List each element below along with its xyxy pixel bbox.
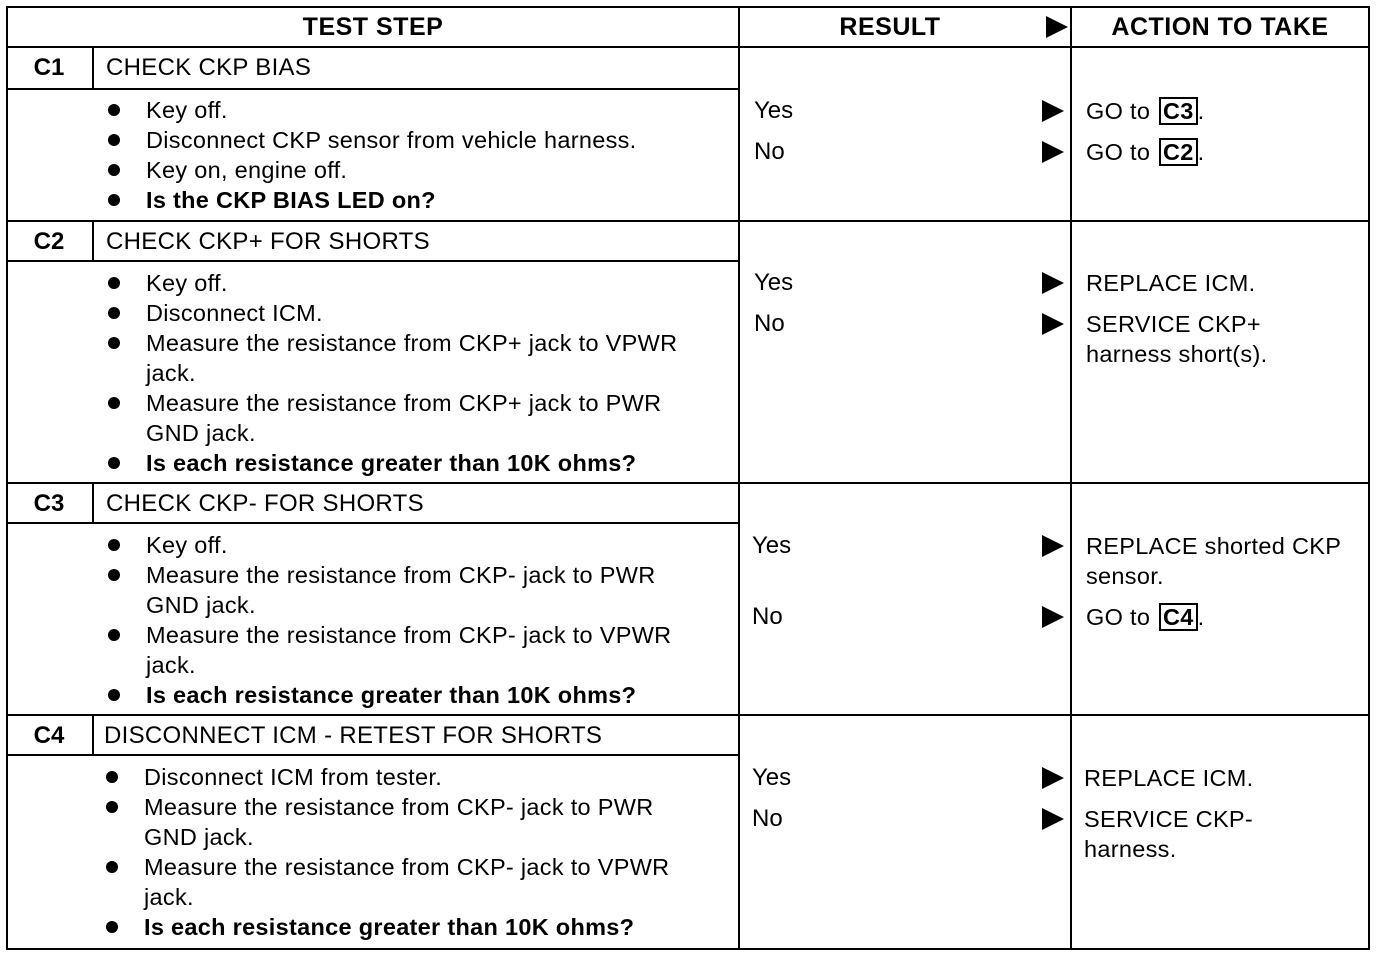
bullet-icon [106,771,118,783]
arrow-icon [1042,313,1064,335]
header-arrow-icon [1046,16,1068,38]
list-item: Disconnect CKP sensor from vehicle harness. [104,125,734,155]
divider [92,222,94,260]
step-bullets [102,762,702,942]
step-bullets [104,268,704,478]
arrow-icon [1042,606,1064,628]
step-bullets [104,530,704,710]
bullet-icon [108,194,120,206]
divider [6,88,738,90]
bullet-icon [106,861,118,873]
divider [738,6,740,950]
result-no: No [754,310,785,337]
step-ref: C3 [1159,97,1198,125]
list-item: Key off. [104,268,704,298]
step-title: DISCONNECT ICM - RETEST FOR SHORTS [104,722,603,749]
list-item: Key off. [104,530,704,560]
list-item: Disconnect ICM from tester. [102,762,702,792]
action-text: GO to C2 . [1086,139,1205,165]
step-question: Is each resistance greater than 10K ohms? [104,448,704,478]
header-action: ACTION TO TAKE [1111,13,1329,41]
bullet-icon [108,397,120,409]
step-title: CHECK CKP BIAS [106,54,312,81]
bullet-icon [108,569,120,581]
step-id: C3 [33,490,65,517]
action-text: GO to C3 . [1086,98,1205,124]
list-item: Measure the resistance from CKP- jack to PWR GND jack. [104,560,704,620]
bullet-icon [108,539,120,551]
divider [92,484,94,522]
divider [1070,6,1072,950]
arrow-icon [1042,767,1064,789]
diagnostic-table [6,6,1370,950]
header-result: RESULT [839,13,941,41]
list-item: Measure the resistance from CKP- jack to PWR GND jack. [102,792,702,852]
arrow-icon [1042,808,1064,830]
bullet-icon [108,307,120,319]
result-no: No [752,805,783,832]
arrow-icon [1042,272,1064,294]
bullet-icon [108,629,120,641]
arrow-icon [1042,535,1064,557]
result-yes: Yes [752,532,792,559]
result-no: No [754,138,785,165]
step-id: C1 [33,54,65,81]
divider [6,754,738,756]
step-title: CHECK CKP- FOR SHORTS [106,490,424,517]
list-item: Key on, engine off. [104,155,734,185]
bullet-icon [108,134,120,146]
action-text: REPLACE ICM. [1084,765,1254,791]
divider [92,716,94,754]
list-item: Measure the resistance from CKP- jack to VPWR jack. [102,852,702,912]
list-item: Measure the resistance from CKP- jack to VPWR jack. [104,620,704,680]
bullet-icon [108,104,120,116]
bullet-icon [108,164,120,176]
result-yes: Yes [754,269,794,296]
action-text: REPLACE shorted CKP sensor. [1086,533,1341,589]
step-bullets [104,95,734,215]
action-text: REPLACE ICM. [1086,270,1256,296]
action-text: SERVICE CKP+ harness short(s). [1086,311,1268,367]
action-text: GO to C4 . [1086,604,1205,630]
bullet-icon [108,277,120,289]
bullet-icon [106,801,118,813]
bullet-icon [108,689,120,701]
result-yes: Yes [754,97,794,124]
list-item: Measure the resistance from CKP+ jack to PWR GND jack. [104,388,704,448]
arrow-icon [1042,100,1064,122]
list-item: Key off. [104,95,734,125]
list-item: Measure the resistance from CKP+ jack to VPWR jack. [104,328,704,388]
step-title: CHECK CKP+ FOR SHORTS [106,228,430,255]
header-test-step: TEST STEP [302,13,444,41]
step-ref: C4 [1159,603,1198,631]
bullet-icon [108,457,120,469]
arrow-icon [1042,141,1064,163]
step-id: C4 [33,722,65,749]
divider [6,522,738,524]
divider [6,260,738,262]
divider [92,48,94,88]
result-yes: Yes [752,764,792,791]
step-question: Is each resistance greater than 10K ohms? [102,912,702,942]
result-no: No [752,603,783,630]
bullet-icon [108,337,120,349]
action-text: SERVICE CKP- harness. [1084,806,1254,862]
bullet-icon [106,921,118,933]
step-question: Is the CKP BIAS LED on? [104,185,734,215]
list-item: Disconnect ICM. [104,298,704,328]
step-ref: C2 [1159,138,1198,166]
step-question: Is each resistance greater than 10K ohms? [104,680,704,710]
step-id: C2 [33,228,65,255]
